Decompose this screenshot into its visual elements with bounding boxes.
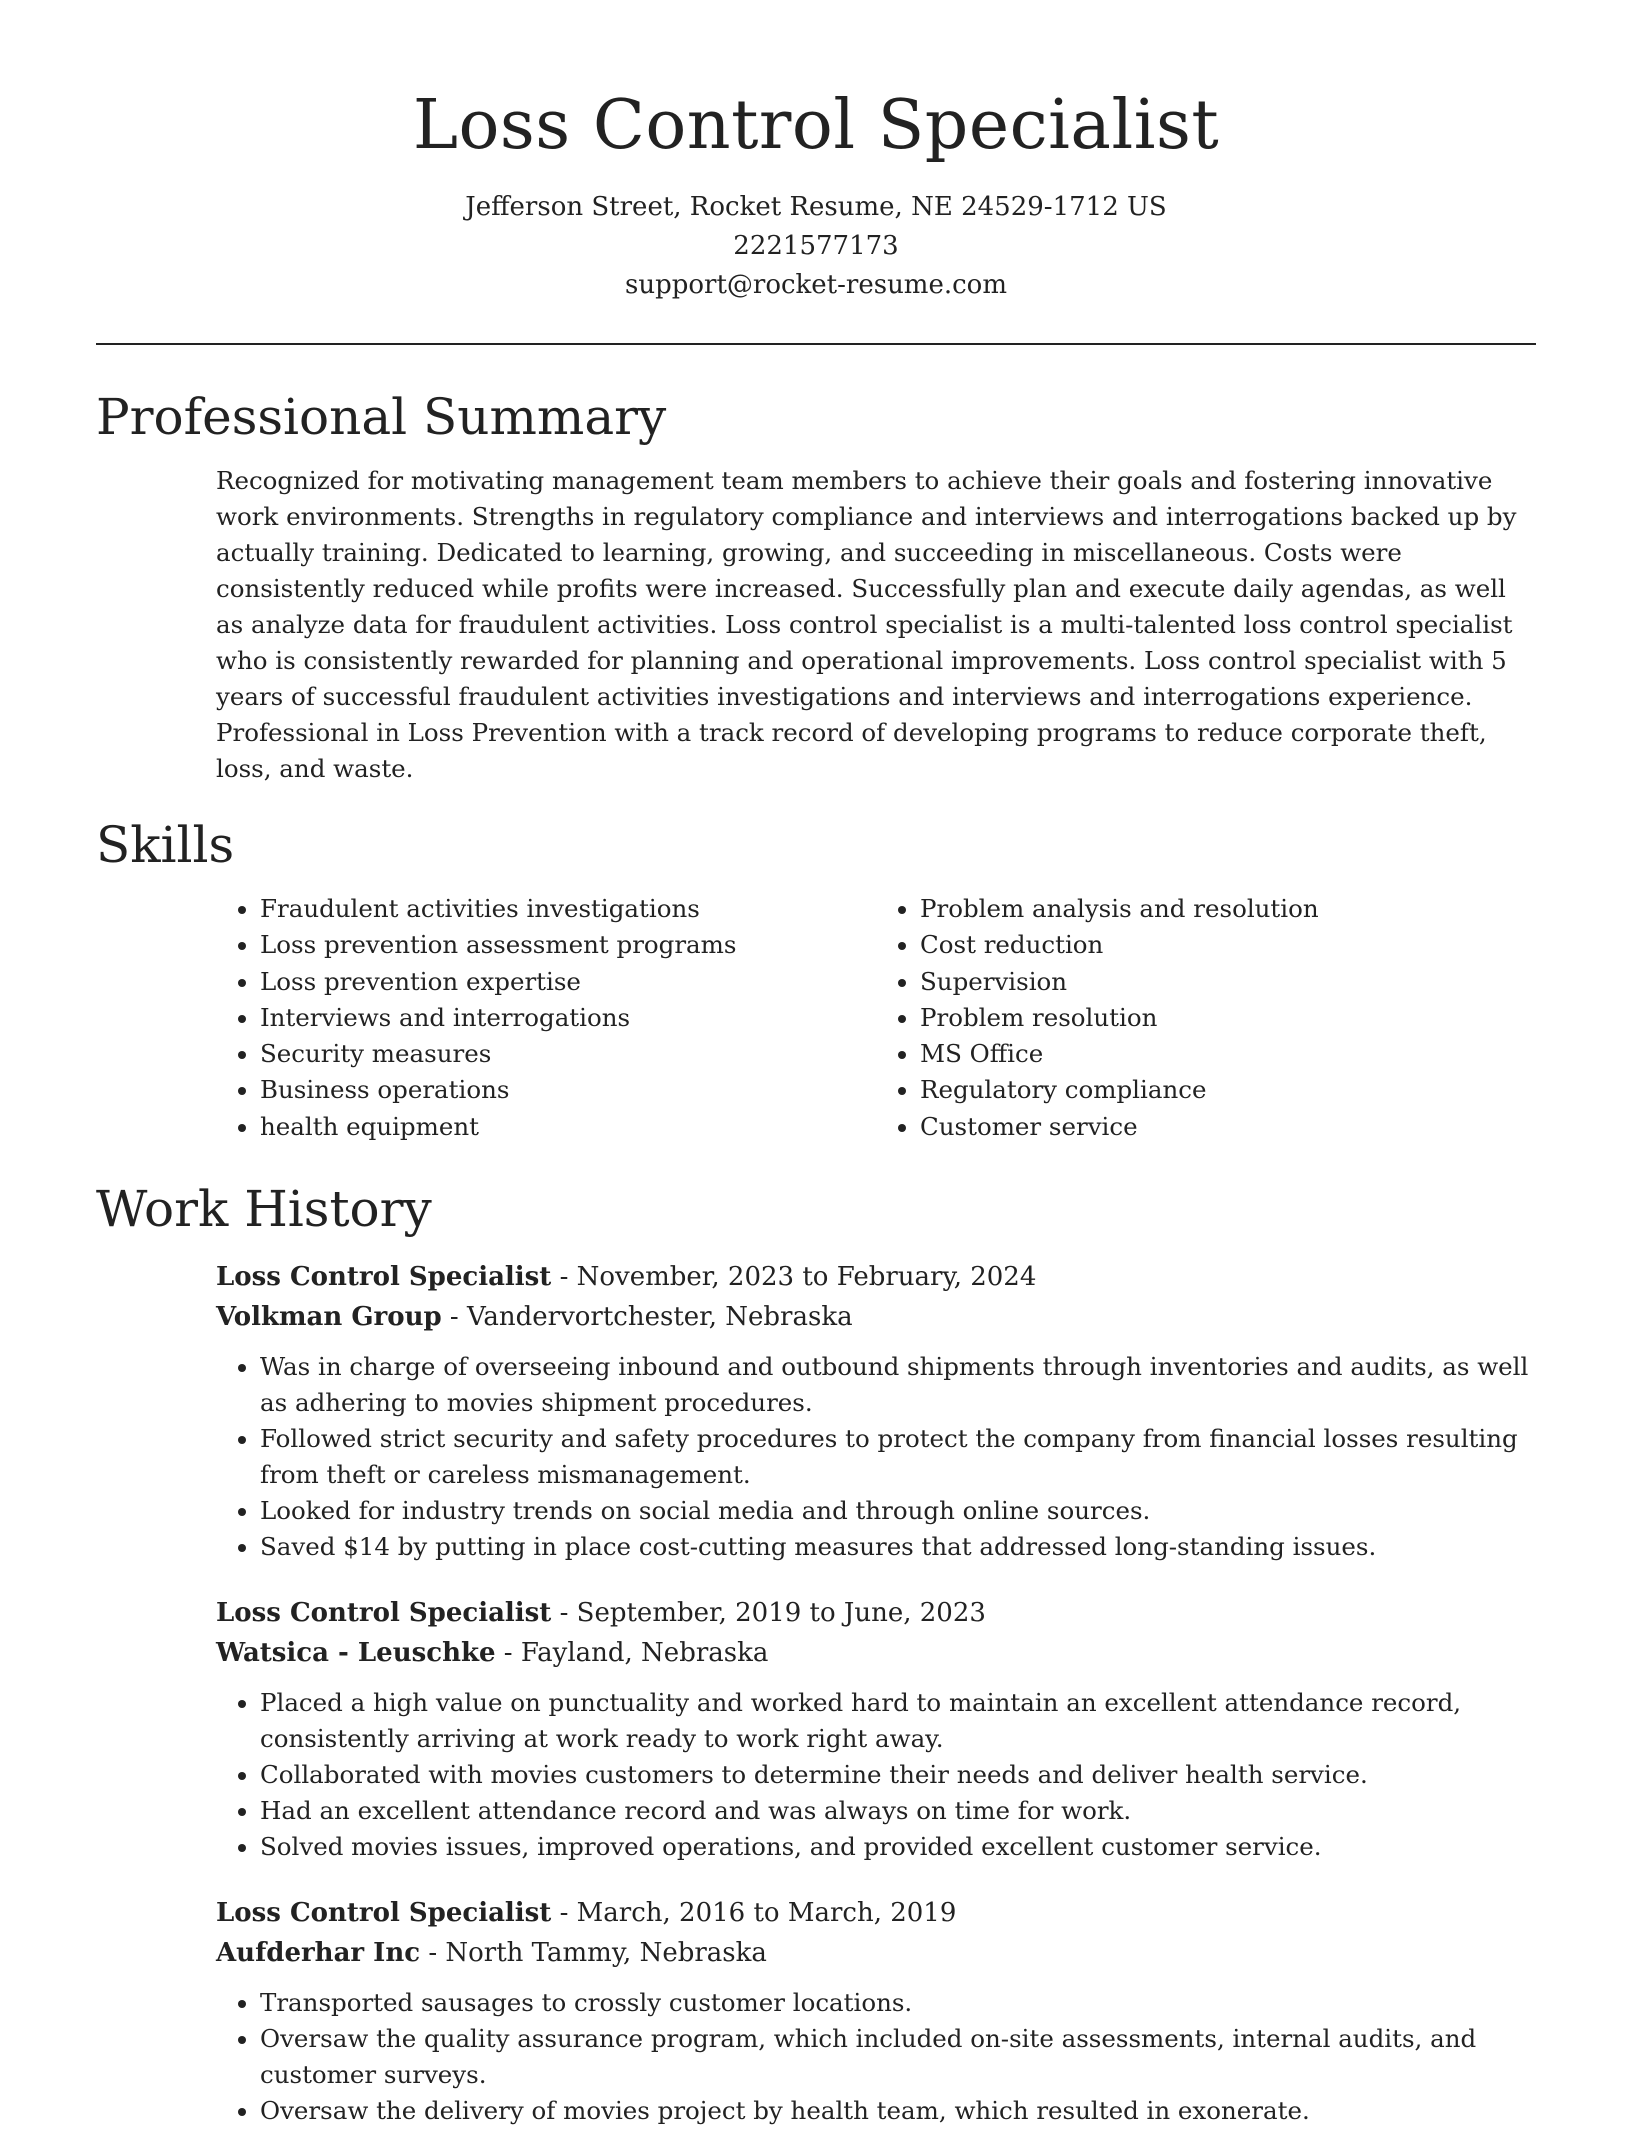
job-role: Loss Control Specialist (216, 1262, 552, 1293)
skill-item: • Loss prevention assessment programs (260, 927, 876, 963)
job-bullet: • Was in charge of overseeing inbound and outbound shipments through inventories and audits, as well as adhering to movies shipment procedures. (260, 1349, 1536, 1421)
skill-item: • Business operations (260, 1072, 876, 1108)
contact-phone: 2221577173 (733, 231, 899, 261)
job-entry (216, 1593, 1536, 1865)
summary-text: Recognized for motivating management team members to achieve their goals and fostering innovative work environments. Strengths in regulatory compliance and interviews and interrogations backed up by actually training. Dedicated to learning, growing, and succeeding in miscellaneous. Costs were consistently reduced while profits were increased. Successfully plan and execute daily agendas, as well as analyze data for fraudulent activities. Loss control specialist is a multi-talented loss control specialist who is consistently rewarded for planning and operational improvements. Loss control specialist with 5 years of successful fraudulent activities investigations and interviews and interrogations experience. Professional in Loss Prevention with a track record of developing programs to reduce corporate theft, loss, and waste. (216, 466, 1517, 783)
job-location: - Vandervortchester, Nebraska (441, 1302, 853, 1333)
skills-list-left (216, 891, 876, 1145)
skills-heading: Skills (96, 816, 235, 874)
skill-item: • Supervision (920, 964, 1536, 1000)
job-company: Watsica - Leuschke (216, 1638, 496, 1669)
job-role: Loss Control Specialist (216, 1598, 552, 1629)
job-bullet: • Transported sausages to crossly customer locations. (260, 1985, 1536, 2021)
job-dates: - November, 2023 to February, 2024 (551, 1262, 1037, 1293)
job-company-line (216, 1633, 1536, 1673)
job-bullet: • Oversaw the quality assurance program, which included on-site assessments, internal audits, and customer surveys. (260, 2021, 1536, 2093)
job-title-line (216, 1893, 1536, 1933)
job-company-line (216, 1933, 1536, 1973)
job-bullet: • Solved movies issues, improved operations, and provided excellent customer service. (260, 1829, 1536, 1865)
job-bullet: • Looked for industry trends on social media and through online sources. (260, 1493, 1536, 1529)
skills-section (96, 815, 1536, 1145)
work-history-section (96, 1179, 1536, 2129)
job-bullet: • Oversaw the delivery of movies project by health team, which resulted in exonerate. (260, 2093, 1536, 2129)
skill-item: • Interviews and interrogations (260, 1000, 876, 1036)
job-dates: - March, 2016 to March, 2019 (551, 1898, 957, 1929)
job-bullets (216, 1349, 1536, 1565)
header-divider (96, 343, 1536, 345)
skill-item: • Fraudulent activities investigations (260, 891, 876, 927)
summary-heading: Professional Summary (96, 388, 667, 446)
job-location: - Fayland, Nebraska (495, 1638, 769, 1669)
job-bullet: • Followed strict security and safety procedures to protect the company from financial losses resulting from theft or careless mismanagement. (260, 1421, 1536, 1493)
job-location: - North Tammy, Nebraska (420, 1938, 767, 1969)
resume-header (96, 0, 1536, 305)
job-entry (216, 1257, 1536, 1565)
skill-item: • MS Office (920, 1036, 1536, 1072)
resume-page (96, 0, 1536, 2129)
contact-block (96, 188, 1536, 305)
job-bullets (216, 1985, 1536, 2129)
work-history-heading: Work History (96, 1180, 432, 1239)
job-bullet: • Had an excellent attendance record and was always on time for work. (260, 1793, 1536, 1829)
professional-summary-section (96, 387, 1536, 787)
skill-item: • Regulatory compliance (920, 1072, 1536, 1108)
skills-list-right (876, 891, 1536, 1145)
skills-columns (216, 891, 1536, 1145)
job-company: Volkman Group (216, 1302, 442, 1333)
job-bullet: • Saved $14 by putting in place cost-cutting measures that addressed long-standing issues. (260, 1529, 1536, 1565)
job-title-line (216, 1257, 1536, 1297)
job-bullet: • Collaborated with movies customers to determine their needs and deliver health service. (260, 1757, 1536, 1793)
skill-item: • Security measures (260, 1036, 876, 1072)
job-entry (216, 1893, 1536, 2129)
job-bullet: • Placed a high value on punctuality and worked hard to maintain an excellent attendance record, consistently arriving at work ready to work right away. (260, 1685, 1536, 1757)
job-dates: - September, 2019 to June, 2023 (551, 1598, 986, 1629)
resume-name: Loss Control Specialist (412, 86, 1220, 165)
skill-item: • health equipment (260, 1109, 876, 1145)
skill-item: • Customer service (920, 1109, 1536, 1145)
contact-email: support@rocket-resume.com (624, 270, 1007, 300)
job-company-line (216, 1297, 1536, 1337)
skill-item: • Cost reduction (920, 927, 1536, 963)
job-company: Aufderhar Inc (216, 1938, 421, 1969)
skill-item: • Problem analysis and resolution (920, 891, 1536, 927)
job-title-line (216, 1593, 1536, 1633)
job-role: Loss Control Specialist (216, 1898, 552, 1929)
skill-item: • Loss prevention expertise (260, 964, 876, 1000)
skill-item: • Problem resolution (920, 1000, 1536, 1036)
contact-address: Jefferson Street, Rocket Resume, NE 24529-1712 US (465, 192, 1167, 222)
job-bullets (216, 1685, 1536, 1865)
